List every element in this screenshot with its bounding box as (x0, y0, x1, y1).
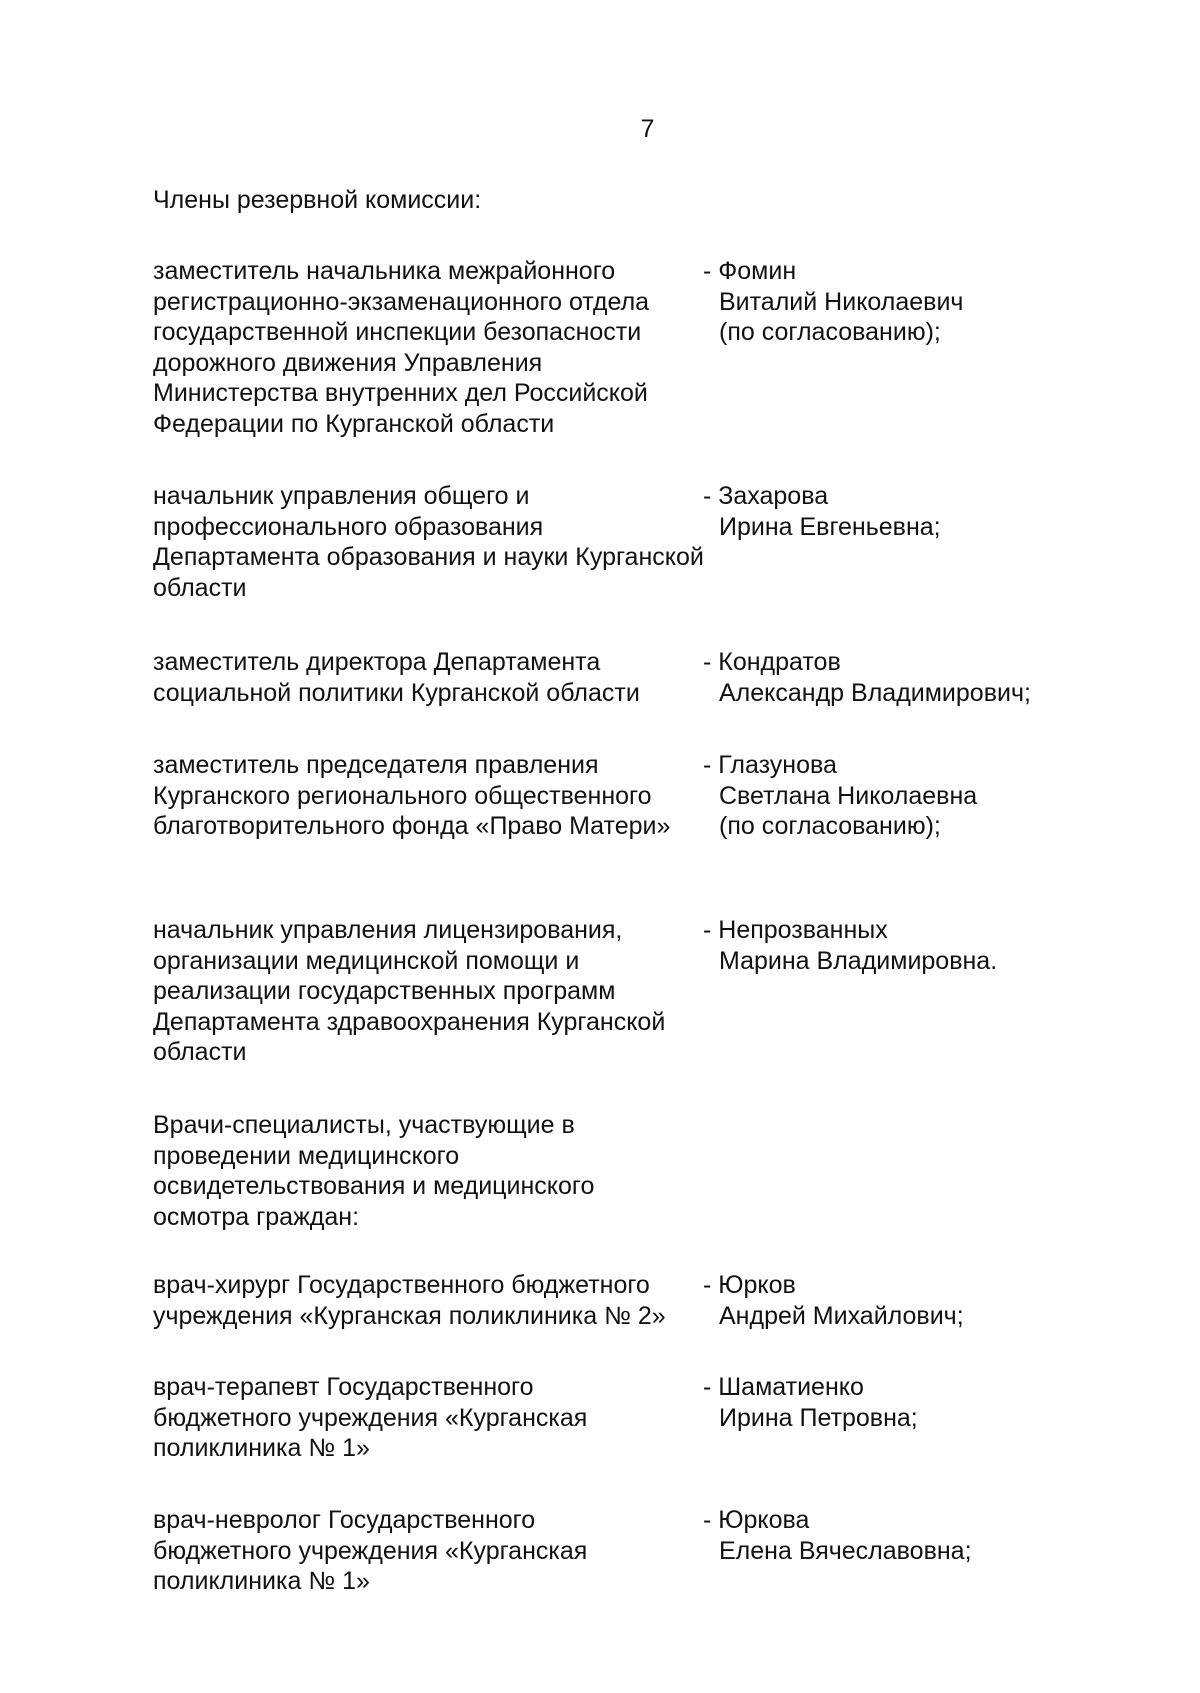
page-number: 7 (640, 115, 655, 143)
member-name (703, 256, 1123, 348)
doctor-position: врач-хирург Государственного бюджетного учреждения «Курганская поликлиника № 2» (153, 1271, 666, 1330)
member-surname: - Глазунова (703, 751, 837, 779)
member-position: начальник управления лицензирования, организации медицинской помощи и реализации государственных программ Департамента здравоохранения Курганской области (153, 916, 666, 1066)
member-position: заместитель директора Департамента социальной политики Курганской области (153, 648, 640, 707)
member-name (703, 750, 1123, 842)
doctor-name (703, 1505, 1123, 1566)
doctors-heading: Врачи-специалисты, участвующие в проведении медицинского освидетельствования и медицинского осмотра граждан: (153, 1111, 595, 1231)
doctor-given-names: Елена Вячеславовна; (719, 1536, 972, 1565)
member-given-names: Виталий Николаевич (719, 287, 964, 316)
member-name (703, 647, 1123, 708)
reserve-commission-heading: Члены резервной комиссии: (153, 186, 482, 214)
doctor-position: врач-терапевт Государственного бюджетного учреждения «Курганская поликлиника № 1» (153, 1373, 588, 1462)
doctor-name (703, 1372, 1123, 1433)
member-note: (по согласованию); (719, 318, 941, 346)
member-given-names: Александр Владимирович; (719, 678, 1031, 707)
doctor-given-names: Андрей Михайлович; (719, 1301, 964, 1330)
member-position: начальник управления общего и профессионального образования Департамента образования и науки Курганской области (153, 482, 704, 602)
member-surname: - Захарова (703, 482, 829, 510)
member-position: заместитель начальника межрайонного регистрационно-экзаменационного отдела государственной инспекции безопасности дорожного движения Управления Министерства внутренних дел Российской Федерации по Курганской области (153, 257, 650, 438)
member-note: (по согласованию); (719, 812, 941, 840)
doctor-surname: - Шаматиенко (703, 1373, 864, 1401)
doctor-surname: - Юркова (703, 1506, 810, 1534)
member-surname: - Кондратов (703, 648, 841, 676)
doctor-position: врач-невролог Государственного бюджетного учреждения «Курганская поликлиника № 1» (153, 1506, 588, 1595)
member-given-names: Ирина Евгеньевна; (719, 512, 941, 541)
member-name (703, 915, 1123, 976)
member-position: заместитель председателя правления Курганского регионального общественного благотворительного фонда «Право Матери» (153, 751, 671, 840)
doctor-surname: - Юрков (703, 1271, 796, 1299)
member-surname: - Фомин (703, 257, 797, 285)
member-surname: - Непрозванных (703, 916, 888, 944)
member-given-names: Светлана Николаевна (719, 781, 978, 810)
doctor-given-names: Ирина Петровна; (719, 1403, 918, 1432)
member-given-names: Марина Владимировна. (719, 946, 998, 975)
doctor-name (703, 1270, 1123, 1331)
member-name (703, 481, 1123, 542)
